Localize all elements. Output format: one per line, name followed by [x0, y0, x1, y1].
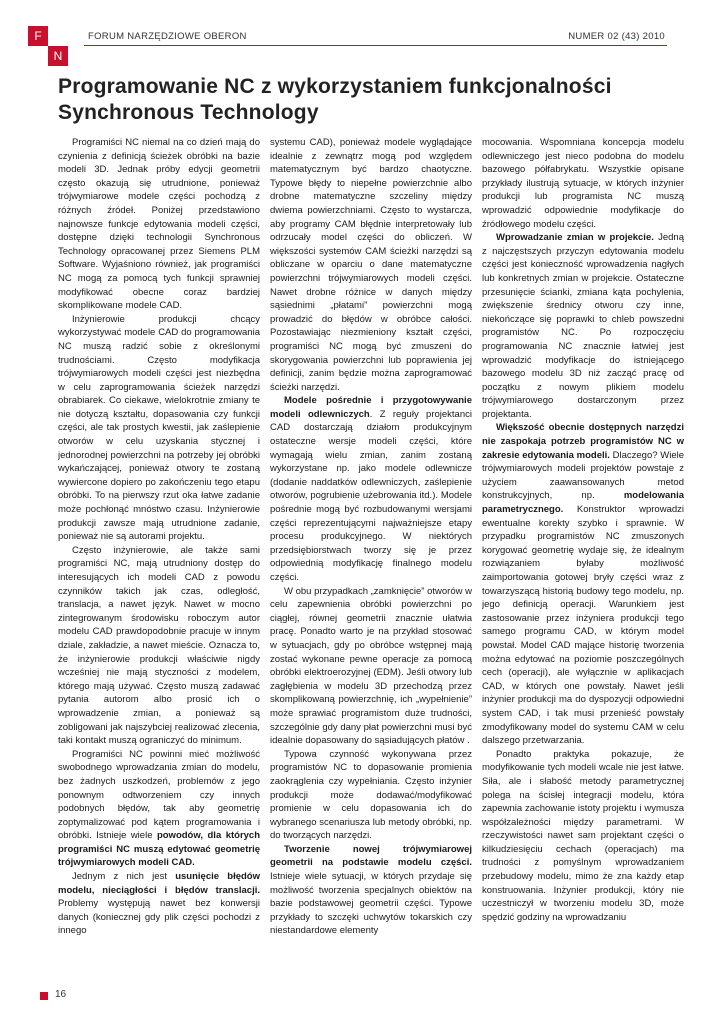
paragraph: mocowania. Wspomniana koncepcja modelu odlewniczego jest nieco podobna do modelu bazowego półfabrykatu. Wszystkie opisane przykłady ilustrują sytuacje, w których inżynier produkcji lub programista NC muszą wprowadzić odpowiednie modyfikacje do źródłowego modelu części.: [482, 137, 684, 230]
bold-phrase: modelowania parametrycznego.: [482, 490, 684, 516]
paragraph: Programiści NC niemal na co dzień mają do czynienia z definicją ścieżek obróbki na bazie modeli 3D. Jednak próby edycji geometrii często okazują się utrudnione, ponieważ trójwymiarowe modele części pochodzą z różnych źródeł. Poniżej przedstawiono najnowsze funkcje edytowania modeli części, dostępne dzięki technologii Synchronous Technology opracowanej przez Siemens PLM Software. Wyjaśniono również, jak programiści NC mogą za pomocą tych funkcji sprawniej modyfikować obecne coraz bardziej skomplikowane modele CAD.: [58, 137, 260, 312]
paragraph-text: Jednym z nich jest: [72, 871, 176, 883]
paragraph-text: Programiści NC powinni mieć możliwość swobodnego wprowadzania zmian do modelu, bez żadnych uszkodzeń, problemów z jego ponownym odtworzeniem czy innych podobnych błędów, tak aby geometrię zoptymalizować pod kątem programowania i obróbki. Istnieje wiele: [58, 748, 260, 842]
text-column-2: [270, 136, 472, 984]
bold-phrase: Tworzenie nowej trójwymiarowej geometrii na podstawie modelu części.: [270, 843, 472, 869]
section-badge-f: F: [28, 26, 48, 46]
paragraph-text: Dlaczego? Wiele trójwymiarowych modeli projektów powstaje z użyciem zaawansowanych metod konstrukcyjnych, np.: [482, 449, 684, 502]
paragraph: Ponadto praktyka pokazuje, że modyfikowanie tych modeli wcale nie jest łatwe. Siła, ale i słabość metody parametrycznej polega na ścisłej integracji modelu, która zapewnia zachowanie istoty projektu i wymusza współzależności między parametrami. W rzeczywistości nawet sam projektant części o kilkudziesięciu cechach (operacjach) ma trudności z pomyślnym wprowadzaniem przebudowy modelu, mimo że zna każdy etap konstruowania. Inżynier produkcji, który nie uczestniczył w tworzeniu modelu 3D, może spędzić godziny na wprowadzaniu: [482, 748, 684, 923]
paragraph-text: Problemy występują nawet bez konwersji danych (koniecznej gdy plik części pochodzi z innego: [58, 898, 260, 937]
paragraph: Typowa czynność wykonywana przez programistów NC to dopasowanie promienia zaokrąglenia czy wypełniania. Często inżynier produkcji może dodawać/modyfikować promienie w celu dopasowania ich do wybranego scenariusza lub metody obróbki, np. do tworzących narzędzi.: [270, 748, 472, 842]
paragraph-text: . Z reguły projektanci CAD dostarczają działom produkcyjnym ostateczne wersje modeli części, które wymagają wielu zmian, zanim zostaną wykorzystane np. jako modele odlewnicze (dodanie naddatków odlewniczych, zaślepienie otworów, pogrubienie użebrowania itd.). Modele pośrednie mogą być rozbudowanymi wersjami części reprezentującymi najważniejsze etapy procesu produkcyjnego. W niektórych przedsiębiorstwach tworzy się je przez odpowiednią modyfikację finalnego modelu części.: [270, 408, 472, 583]
paragraph: [58, 748, 260, 870]
bold-phrase: Modele pośrednie i przygotowywanie modeli odlewniczych: [270, 395, 472, 420]
paragraph: systemu CAD), ponieważ modele wyglądające idealnie z zewnątrz mogą pod względem matematycznym być bardzo chaotyczne. Typowe błędy to niepełne powierzchnie albo drobne matematyczne szczeliny między dwiema powierzchniami. Często to wystarcza, aby programy CAM błędnie interpretowały lub odrzucały model części do obliczeń. W większości systemów CAM ścieżki narzędzi są obliczane w oparciu o dane matematyczne powierzchni trójwymiarowych modeli części. Nawet drobne różnice w danych między sąsiednimi „płatami” powierzchni mogą prowadzić do błędów w obróbce całości. Pozostawiając niezmieniony kształt części, programiści NC mogą być zmuszeni do skorygowania powierzchni lub poprawienia jej definicji, zanim będzie można zaprogramować ścieżki narzędzi.: [270, 137, 472, 393]
paragraph: [270, 843, 472, 938]
page-number: 16: [55, 989, 67, 1000]
paragraph: [482, 231, 684, 421]
paragraph: Często inżynierowie, ale także sami programiści NC, mają utrudniony dostęp do interesujących ich modeli CAD z powodu czynników takich jak czas, odległość, translacja, a nawet język. Nawet w mocno zintegrowanym środowisku roboczym autor modelu CAD prawdopodobnie pracuje w innym dziale, zakładzie, a nawet mieście. Oznacza to, że inżynierowie produkcji właściwie nigdy wcześniej nie mają styczności z modelem, którego mają używać. Często muszą zadawać pytania autorom albo prosić ich o wprowadzenie zmian, a ponieważ są zobligowani jak najszybciej realizować zlecenia, taki kontakt muszą ograniczyć do minimum.: [58, 544, 260, 747]
issue-number: NUMER 02 (43) 2010: [568, 31, 665, 42]
paragraph-text: Konstruktor wprowadzi ewentualne korekty szybko i sprawnie. W przypadku programistów NC zmuszonych korygować geometrię wydaje się, że idealnym rozwiązaniem byłaby możliwość zaimportowania gotowej bryły części wraz z towarzyszącą historią budowy tego modelu, np. jego definicją operacji. Warunkiem jest zastosowanie przez inżyniera produkcji tego samego programu CAD, w którym model powstał. Model CAD mające historię tworzenia można edytować na poziomie poszczególnych cech (operacji), ale wyłącznie w aplikacjach CAD, w których one powstały. Nawet jeśli inżynier produkcji ma do dyspozycji odpowiedni system CAD, i tak musi przenieść powstały zmodyfikowany model do systemu CAM w celu dalszego przetwarzania.: [482, 504, 684, 747]
bold-phrase: Większość obecnie dostępnych narzędzi nie zaspokaja potrzeb programistów NC w zakresie edytowania modeli.: [482, 422, 684, 461]
paragraph: W obu przypadkach „zamknięcie” otworów w celu zapewnienia obróbki powierzchni po ciągłej, równej geometrii znacznie ułatwia pracę. Ponadto warto je na przykład stosować w sytuacjach, gdy po obróbce wstępnej mają zostać wykonane pewne operacje za pomocą obróbki elektroerozyjnej (EDM). Jeśli otwory lub zagłębienia w modelu 3D przechodzą przez skomplikowaną powierzchnię, ich „wypełnienie” może sprawiać programistom duże trudności, szczególnie gdy dany płat powierzchni musi być idealnie dopasowany do sąsiadujących płatów .: [270, 585, 472, 747]
bold-phrase: powodów, dla których programiści NC muszą edytować geometrię trójwymiarowych modeli CAD.: [58, 830, 260, 869]
paragraph: [58, 870, 260, 938]
paragraph-text: Istnieje wiele sytuacji, w których przydaje się możliwość tworzenia specjalnych obiektów na bazie podstawowej geometrii części. Typowe przykłady to szczęki uchwytów tokarskich czy niestandardowe elementy: [270, 871, 472, 937]
paragraph: [270, 394, 472, 584]
paragraph: [482, 421, 684, 747]
paragraph: Inżynierowie produkcji chcący wykorzystywać modele CAD do programowania NC muszą radzić sobie z określonymi trudnościami. Często modyfikacja trójwymiarowych modeli części jest niezbędna w celu zaprogramowania ścieżek narzędzi obrabiarek. Co ciekawe, wielokrotnie zmiany te nie dotyczą kształtu, dopasowania czy funkcji części, ale tak prostych kwestii, jak zaślepienie otworów w celu uzyskania stycznej i jednorodnej powierzchni na potrzeby jej obróbki wykańczającej, ponieważ otwory te zostaną wywiercone dopiero po zakończeniu tego etapu obróbki. To na pierwszy rzut oka łatwe zadanie może pochłonąć mnóstwo czasu. Inżynierowie produkcji zawsze mają utrudnione zadanie, ponieważ nie są autorami projektu.: [58, 313, 260, 543]
section-badge-n: N: [48, 46, 68, 66]
article-title: Programowanie NC z wykorzystaniem funkcjonalności Synchronous Technology: [58, 75, 612, 124]
bold-phrase: Wprowadzanie zmian w projekcie.: [496, 232, 654, 244]
bold-phrase: usunięcie błędów modelu, nieciągłości i błędów translacji.: [58, 871, 260, 896]
publication-name: FORUM NARZĘDZIOWE OBERON: [88, 31, 247, 42]
paragraph-text: Jedną z najczęstszych przyczyn edytowania modelu części jest konieczność wprowadzenia nagłych lub konkretnych zmian w projekcie. Ostateczne przesunięcie ścianki, zmiana kąta pochylenia, zwiększenie średnicy otworu czy inne, niekończące się poprawki to chleb powszedni programistów NC. Po rozpoczęciu programowania NC znacznie łatwiej jest wprowadzić modyfikacje do istniejącego bazowego modelu 3D niż zacząć pracę od początku z nowym plikiem modelu trójwymiarowego dostarczonym przez projektanta.: [482, 232, 684, 420]
text-column-3: [482, 136, 684, 984]
footer-marker: [40, 992, 48, 1000]
header-divider: [84, 45, 667, 46]
text-column-1: [58, 136, 260, 984]
